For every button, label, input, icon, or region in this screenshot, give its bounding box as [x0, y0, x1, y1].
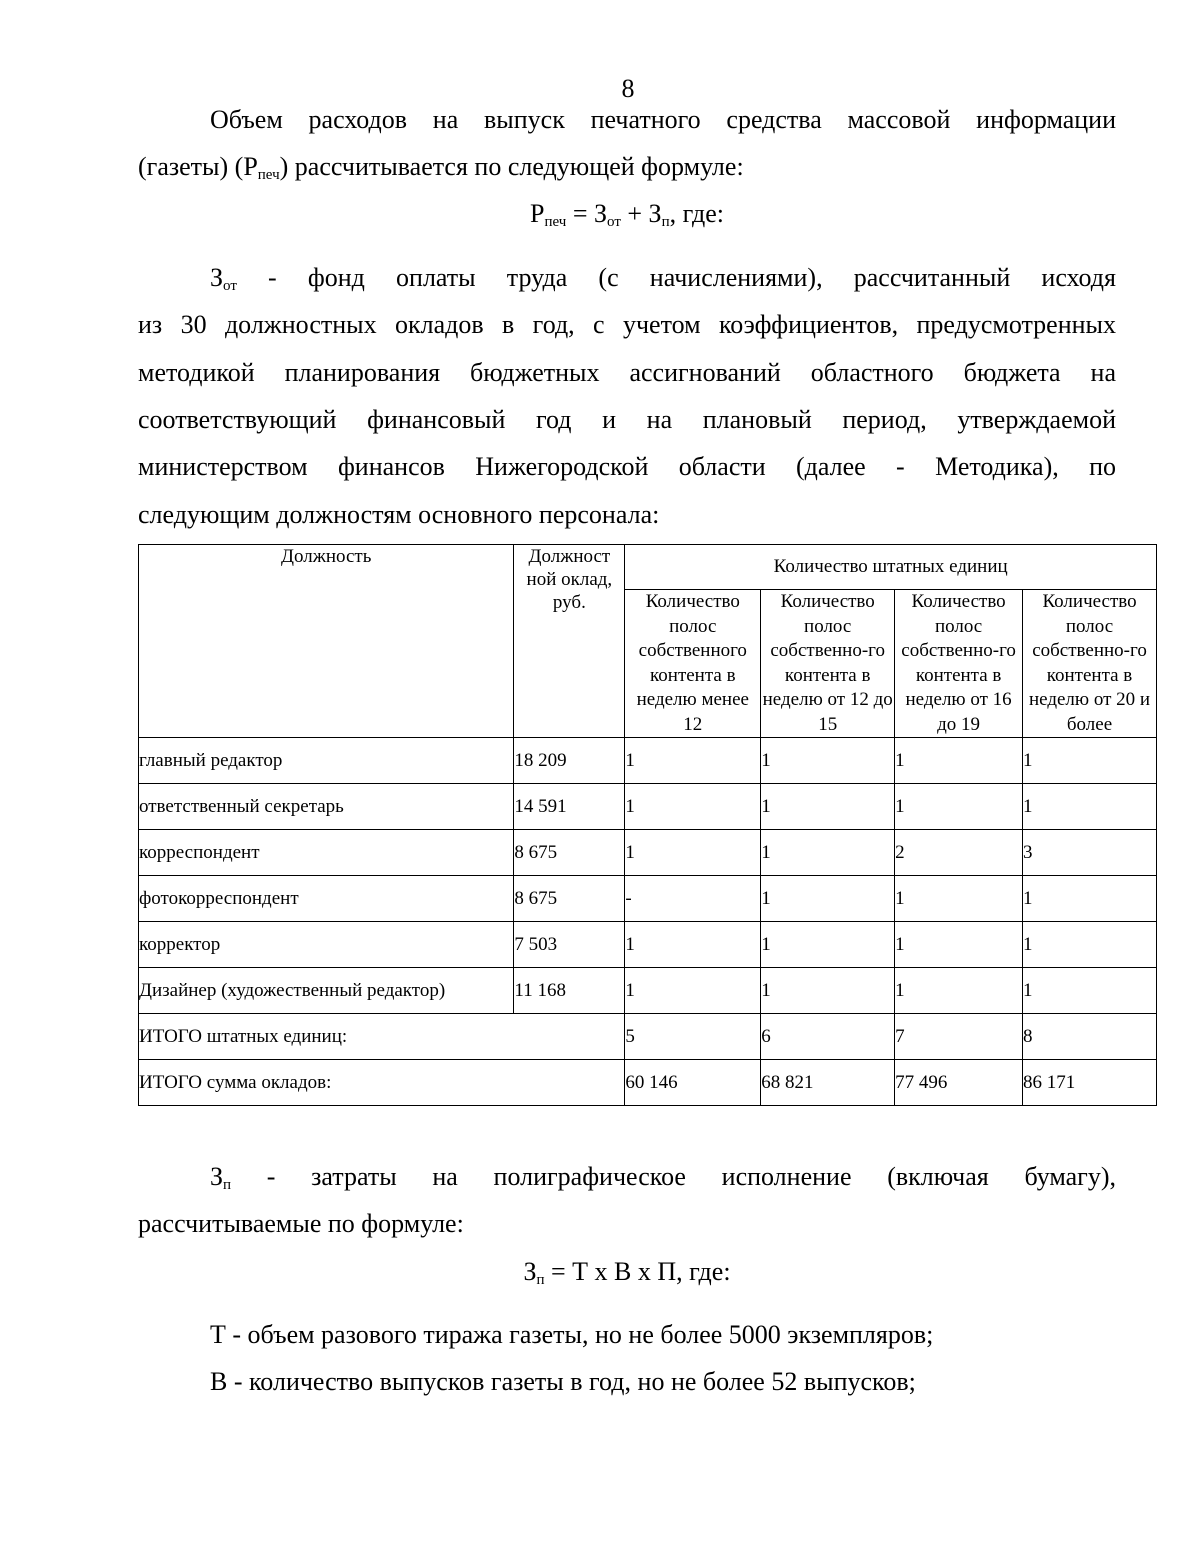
header-pages-16-19: Количество полос собственно-го контента в неделю от 16 до 19 — [895, 590, 1023, 738]
zot-line-2: из 30 должностных окладов в год, с учетом коэффициентов, предусмотренных — [138, 310, 1116, 339]
formula-zot-sub: от — [607, 214, 621, 230]
row-count-1: - — [625, 876, 761, 922]
row-count-1: 1 — [625, 784, 761, 830]
row-count-2: 1 — [761, 922, 895, 968]
row-count-1: 1 — [625, 830, 761, 876]
formula-p-sub: печ — [544, 214, 567, 230]
zot-line-3: методикой планирования бюджетных ассигнований областного бюджета на — [138, 358, 1116, 387]
zp-symbol: З — [210, 1162, 224, 1191]
row-count-1: 1 — [625, 968, 761, 1014]
formula-printing-costs — [138, 1252, 1116, 1292]
table-row — [139, 922, 1157, 968]
zot-subscript: от — [223, 278, 237, 294]
row-salary: 8 675 — [514, 876, 625, 922]
v-definition: В - количество выпусков газеты в год, но не более 52 выпусков; — [210, 1367, 916, 1396]
zp-text-1: - затраты на полиграфическое исполнение (включая бумагу), — [231, 1162, 1116, 1191]
row-count-2: 1 — [761, 738, 895, 784]
zot-symbol: З — [210, 263, 224, 292]
row-count-3: 1 — [895, 784, 1023, 830]
row-count-4: 1 — [1023, 922, 1157, 968]
intro-text-b: ) рассчитывается по следующей формуле: — [279, 152, 744, 181]
row-count-4: 1 — [1023, 784, 1157, 830]
row-salary: 18 209 — [514, 738, 625, 784]
row-count-2: 1 — [761, 830, 895, 876]
row-count-4: 1 — [1023, 738, 1157, 784]
zot-line-6: следующим должностям основного персонала: — [138, 500, 660, 529]
table-row — [139, 830, 1157, 876]
row-position: Дизайнер (художественный редактор) — [139, 968, 514, 1014]
zot-line-5: министерством финансов Нижегородской области (далее - Методика), по — [138, 452, 1116, 481]
table-header-row — [139, 545, 1157, 590]
intro-text-a: (газеты) (Р — [138, 152, 258, 181]
zot-line-1 — [138, 254, 1116, 301]
total-salary-4: 86 171 — [1023, 1060, 1157, 1106]
zp-subscript: п — [223, 1177, 232, 1193]
row-salary: 11 168 — [514, 968, 625, 1014]
header-pages-20-plus: Количество полос собственно-го контента в неделю от 20 и более — [1023, 590, 1157, 738]
total-salary-label: ИТОГО сумма окладов: — [139, 1060, 625, 1106]
row-count-2: 1 — [761, 968, 895, 1014]
header-salary: Должност ной оклад, руб. — [514, 545, 625, 738]
row-count-1: 1 — [625, 738, 761, 784]
zp-line-2: рассчитываемые по формуле: — [138, 1209, 464, 1238]
row-salary: 7 503 — [514, 922, 625, 968]
formula-plus: + З — [620, 199, 662, 228]
staff-table — [138, 544, 1157, 1106]
row-position: главный редактор — [139, 738, 514, 784]
total-units-4: 8 — [1023, 1014, 1157, 1060]
table-row — [139, 784, 1157, 830]
total-salary-row — [139, 1060, 1157, 1106]
row-count-3: 1 — [895, 922, 1023, 968]
formula-zp-sub: п — [661, 214, 670, 230]
formula2-z: З — [523, 1257, 537, 1286]
total-salary-2: 68 821 — [761, 1060, 895, 1106]
row-position: корреспондент — [139, 830, 514, 876]
intro-line-2 — [138, 143, 1116, 190]
formula2-rest: = Т х В х П, где: — [544, 1257, 731, 1286]
formula-p: Р — [530, 199, 545, 228]
row-count-3: 1 — [895, 968, 1023, 1014]
row-salary: 8 675 — [514, 830, 625, 876]
zp-line-1 — [138, 1153, 1116, 1200]
formula-eq: = З — [566, 199, 608, 228]
row-position: фотокорреспондент — [139, 876, 514, 922]
total-units-1: 5 — [625, 1014, 761, 1060]
row-count-2: 1 — [761, 784, 895, 830]
total-units-3: 7 — [895, 1014, 1023, 1060]
row-count-1: 1 — [625, 922, 761, 968]
intro-subscript: печ — [257, 167, 280, 183]
header-position: Должность — [139, 545, 514, 738]
total-units-label: ИТОГО штатных единиц: — [139, 1014, 625, 1060]
header-staff-units: Количество штатных единиц — [625, 545, 1157, 590]
table-row — [139, 876, 1157, 922]
zot-line-4: соответствующий финансовый год и на плановый период, утверждаемой — [138, 405, 1116, 434]
row-count-3: 1 — [895, 738, 1023, 784]
formula-total-expenses — [138, 194, 1116, 234]
page-number: 8 — [621, 74, 635, 103]
row-count-3: 1 — [895, 876, 1023, 922]
row-count-2: 1 — [761, 876, 895, 922]
total-salary-3: 77 496 — [895, 1060, 1023, 1106]
row-count-4: 1 — [1023, 876, 1157, 922]
t-definition: Т - объем разового тиража газеты, но не более 5000 экземпляров; — [210, 1320, 934, 1349]
row-salary: 14 591 — [514, 784, 625, 830]
table-row — [139, 968, 1157, 1014]
row-count-4: 3 — [1023, 830, 1157, 876]
header-pages-12-15: Количество полос собственно-го контента в неделю от 12 до 15 — [761, 590, 895, 738]
row-count-3: 2 — [895, 830, 1023, 876]
row-count-4: 1 — [1023, 968, 1157, 1014]
intro-line-1 — [138, 96, 1116, 143]
total-units-2: 6 — [761, 1014, 895, 1060]
header-pages-lt-12: Количество полос собственного контента в неделю менее 12 — [625, 590, 761, 738]
intro-line-1-text: Объем расходов на выпуск печатного средства массовой информации — [210, 105, 1116, 134]
zot-text-1: - фонд оплаты труда (с начислениями), рассчитанный исходя — [236, 263, 1116, 292]
total-salary-1: 60 146 — [625, 1060, 761, 1106]
total-units-row — [139, 1014, 1157, 1060]
formula-tail: , где: — [669, 199, 724, 228]
table-row — [139, 738, 1157, 784]
formula2-z-sub: п — [536, 1272, 545, 1288]
row-position: ответственный секретарь — [139, 784, 514, 830]
row-position: корректор — [139, 922, 514, 968]
